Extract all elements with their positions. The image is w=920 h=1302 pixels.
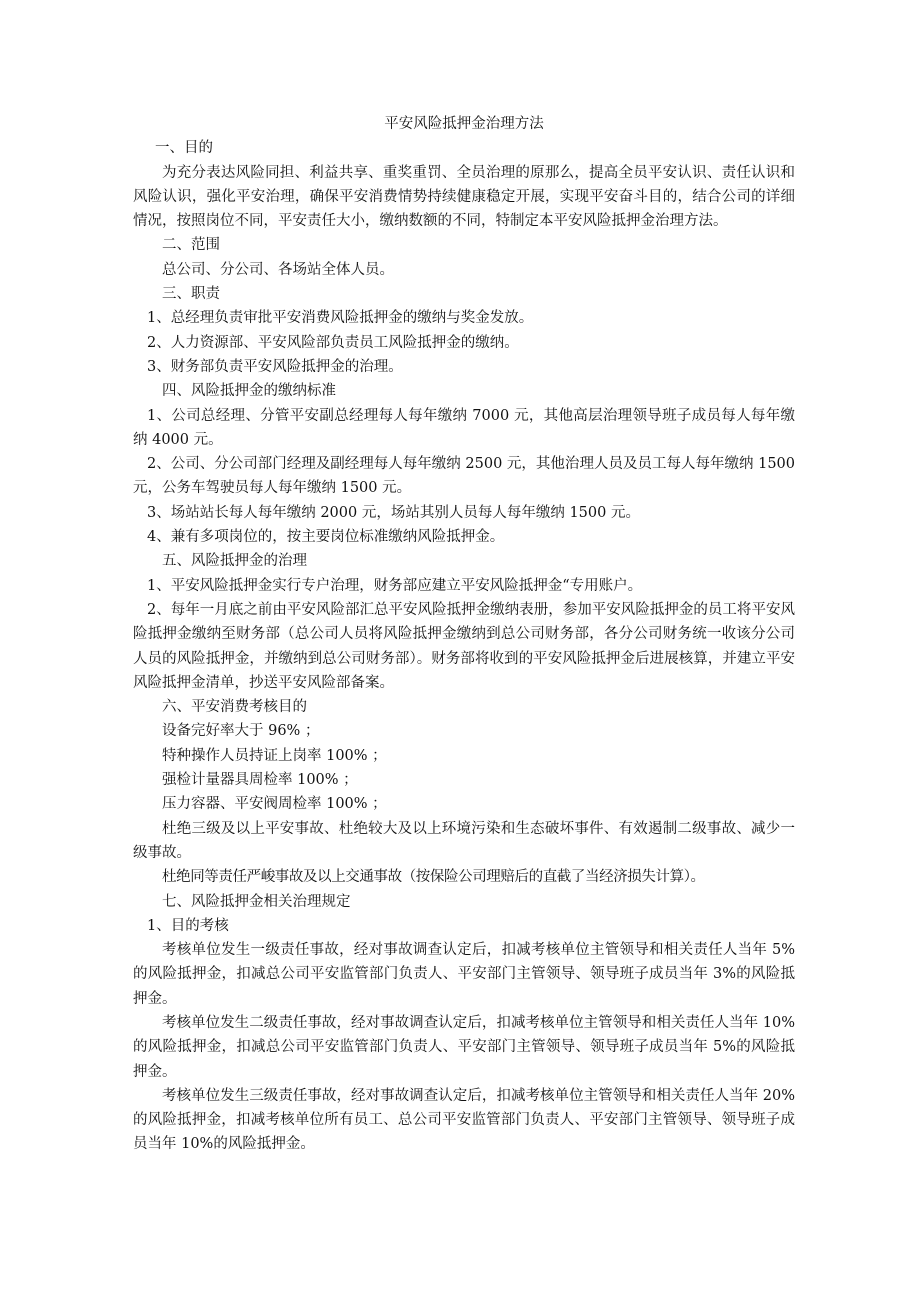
target-accident-prevention: 杜绝三级及以上平安事故、杜绝较大及以上环境污染和生态破坏事件、有效遏制二级事故、减少一级事故。: [133, 820, 795, 861]
list-item-duty-3: 3、财务部负责平安风险抵押金的治理。: [147, 358, 403, 375]
list-item-standard-2: 2、公司、分公司部门经理及副经理每人每年缴纳 2500 元，其他治理人员及员工每人每年缴纳 1500 元，公务车驾驶员每人每年缴纳 1500 元。: [133, 456, 795, 497]
list-item-management-1: 1、平安风险抵押金实行专户治理，财务部应建立平安风险抵押金“专用账户。: [147, 577, 643, 594]
list-item-management-2: 2、每年一月底之前由平安风险部汇总平安风险抵押金缴纳表册，参加平安风险抵押金的员工将平安风险抵押金缴纳至财务部（总公司人员将风险抵押金缴纳到总公司财务部，各分公司财务统一收该分公司人员的风险抵押金，并缴纳到总公司财务部）。财务部将收到的平安风险抵押金后进展核算，并建立平安风险抵押金清单，抄送平安风险部备案。: [133, 601, 795, 691]
target-traffic-accident: 杜绝同等责任严峻事故及以上交通事故（按保险公司理赔后的直截了当经济损失计算）。: [162, 869, 705, 886]
regulation-level-3-accident: 考核单位发生三级责任事故，经对事故调查认定后，扣减考核单位主管领导和相关责任人当年 20%的风险抵押金，扣减考核单位所有员工、总公司平安监管部门负责人、平安部门主管领导、领导班子成员当年 10%的风险抵押金。: [133, 1087, 795, 1153]
section-heading-targets: 六、平安消费考核目的: [162, 699, 307, 716]
target-pressure-vessel: 压力容器、平安阀周检率 100% ；: [162, 796, 387, 813]
subheading-target-assessment: 1、目的考核: [147, 917, 229, 934]
regulation-level-1-accident: 考核单位发生一级责任事故，经对事故调查认定后，扣减考核单位主管领导和相关责任人当年 5%的风险抵押金，扣减总公司平安监管部门负责人、平安部门主管领导、领导班子成员当年 3%的风险抵押金。: [133, 942, 795, 1007]
list-item-standard-3: 3、场站站长每人每年缴纳 2000 元，场站其别人员每人每年缴纳 1500 元。: [147, 504, 640, 521]
target-equipment-rate: 设备完好率大于 96% ；: [162, 723, 320, 740]
paragraph-scope-body: 总公司、分公司、各场站全体人员。: [162, 261, 394, 278]
section-heading-management: 五、风险抵押金的治理: [162, 553, 307, 570]
section-heading-purpose: 一、目的: [155, 140, 213, 157]
section-heading-payment-standard: 四、风险抵押金的缴纳标准: [162, 383, 336, 400]
document-page: [133, 112, 795, 1157]
list-item-standard-4: 4、兼有多项岗位的，按主要岗位标准缴纳风险抵押金。: [147, 529, 505, 546]
section-heading-duties: 三、职责: [162, 286, 220, 303]
target-meter-inspection: 强检计量器具周检率 100% ；: [162, 772, 358, 789]
regulation-level-2-accident: 考核单位发生二级责任事故，经对事故调查认定后，扣减考核单位主管领导和相关责任人当年 10%的风险抵押金，扣减总公司平安监管部门负责人、平安部门主管领导、领导班子成员当年 5%的风险抵押金。: [133, 1014, 795, 1080]
paragraph-purpose-body: 为充分表达风险同担、利益共享、重奖重罚、全员治理的原那么，提高全员平安认识、责任认识和风险认识，强化平安治理，确保平安消费情势持续健康稳定开展，实现平安奋斗目的，结合公司的详细情况，按照岗位不同，平安责任大小，缴纳数额的不同，特制定本平安风险抵押金治理方法。: [133, 164, 795, 230]
section-heading-scope: 二、范围: [162, 237, 220, 254]
section-heading-regulations: 七、风险抵押金相关治理规定: [162, 893, 351, 910]
target-certified-operators: 特种操作人员持证上岗率 100% ；: [162, 747, 387, 764]
document-title: 平安风险抵押金治理方法: [384, 116, 544, 132]
list-item-standard-1: 1、公司总经理、分管平安副总经理每人每年缴纳 7000 元，其他高层治理领导班子成员每人每年缴纳 4000 元。: [133, 407, 795, 448]
list-item-duty-2: 2、人力资源部、平安风险部负责员工风险抵押金的缴纳。: [147, 334, 519, 351]
list-item-duty-1: 1、总经理负责审批平安消费风险抵押金的缴纳与奖金发放。: [147, 310, 534, 327]
